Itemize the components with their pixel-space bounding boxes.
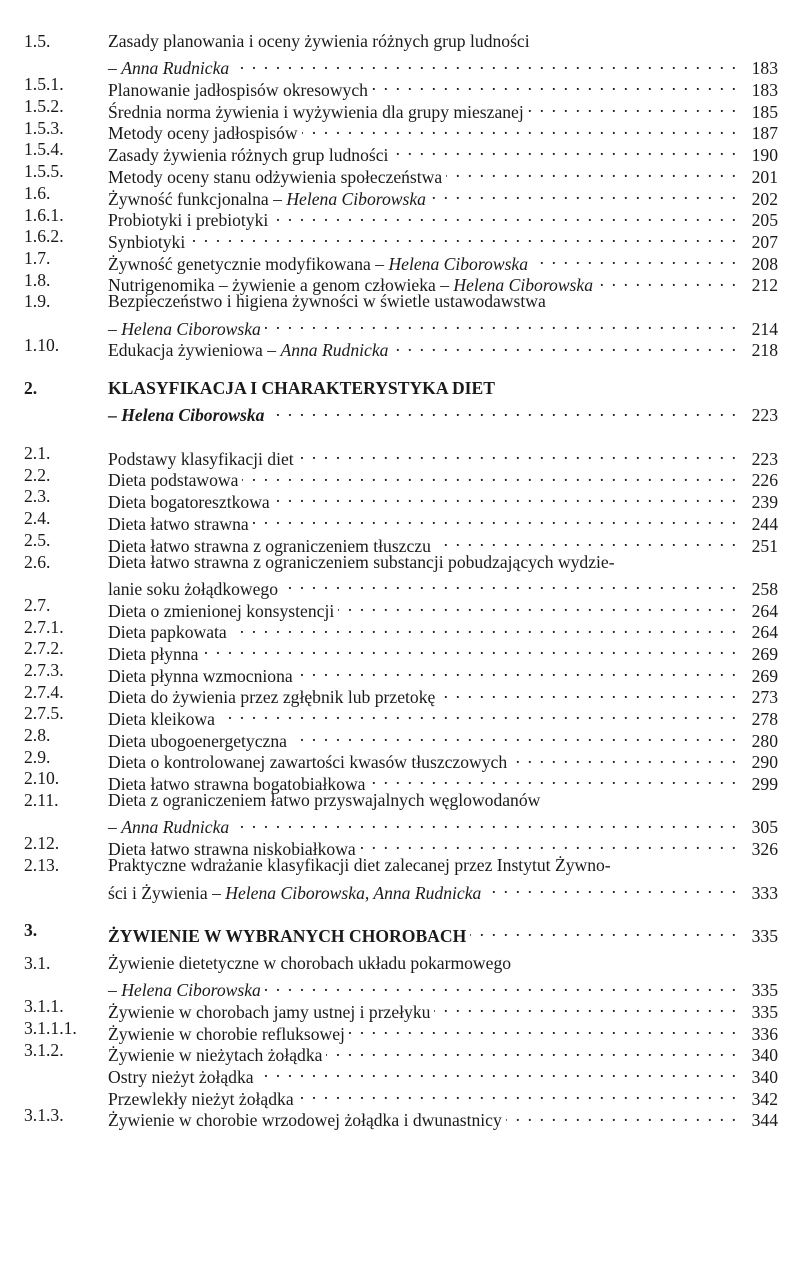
page-number: 299 — [751, 774, 778, 795]
toc-line — [0, 594, 800, 621]
entry-title-text: Dieta ubogoenergetyczna — [108, 730, 287, 751]
entry-author: Anna Rudnicka — [121, 58, 230, 79]
table-of-contents — [0, 31, 800, 1131]
page-number: 264 — [751, 600, 778, 621]
entry-title-text: Dieta papkowata — [108, 622, 227, 643]
entry-title-text: Probiotyki i prebiotyki — [108, 210, 269, 231]
section-number: 1.5.5. — [24, 161, 64, 182]
page-number: 344 — [751, 1110, 778, 1131]
toc-line — [0, 659, 800, 686]
section-number: 2.3. — [24, 486, 51, 507]
page-number: 207 — [751, 231, 778, 252]
entry-author: Helena Ciborowska — [121, 405, 265, 426]
toc-entry — [0, 551, 800, 599]
toc-line — [0, 74, 800, 101]
section-number: 2.5. — [24, 529, 51, 550]
page-number: 335 — [751, 1001, 778, 1022]
toc-entry — [0, 226, 800, 252]
toc-entry — [0, 681, 800, 708]
toc-line — [0, 953, 800, 975]
dot-leader — [233, 812, 746, 834]
dot-leader — [298, 443, 746, 465]
section-number: 1.5.4. — [24, 139, 64, 160]
entry-title-text: Dieta łatwo strawna niskobiałkowa — [108, 839, 356, 860]
section-number: 1.5.1. — [24, 74, 64, 95]
section-number: 1.6.1. — [24, 204, 64, 225]
toc-entry — [0, 1017, 800, 1044]
page-number: 290 — [751, 752, 778, 773]
entry-title — [108, 883, 481, 905]
page-number: 202 — [751, 188, 778, 209]
section-number: 3.1.1. — [24, 996, 64, 1017]
entry-title — [108, 31, 530, 53]
toc-entry — [0, 182, 800, 209]
toc-line — [0, 616, 800, 643]
toc-entry — [0, 1104, 800, 1131]
entry-title-text: Dieta o kontrolowanej zawartości kwasów tłuszczowych — [108, 752, 508, 773]
section-number: 2.13. — [24, 855, 60, 876]
entry-title-text: Planowanie jadłospisów okresowych — [108, 80, 368, 101]
entry-title-text: Zasady żywienia różnych grup ludności — [108, 145, 389, 166]
toc-entry — [0, 996, 800, 1022]
section-number: 1.7. — [24, 247, 51, 268]
dot-leader — [439, 682, 746, 704]
entry-title-text: Dieta kleikowa — [108, 709, 215, 730]
dot-leader — [470, 920, 746, 942]
entry-title — [108, 378, 495, 400]
dot-leader — [435, 530, 746, 552]
section-number: 2.7. — [24, 594, 51, 615]
section-number: 2.2. — [24, 464, 51, 485]
toc-line — [0, 833, 800, 860]
toc-line — [0, 790, 800, 812]
page-number: 239 — [751, 492, 778, 513]
entry-title-text: Dieta podstawowa — [108, 470, 239, 491]
section-number: 1.5. — [24, 31, 51, 51]
toc-line — [0, 291, 800, 313]
page-number: 214 — [751, 318, 778, 339]
entry-author: Helena Ciborowska — [388, 253, 529, 274]
dot-leader — [265, 313, 746, 335]
page-number: 244 — [751, 513, 778, 534]
toc-entry — [0, 139, 800, 166]
entry-author: Helena Ciborowska — [453, 275, 594, 296]
section-number: 2.7.2. — [24, 638, 64, 659]
entry-author: Helena Ciborowska, Anna Rudnicka — [225, 882, 482, 903]
toc-line — [0, 378, 800, 400]
entry-title-text: Żywienie dietetyczne w chorobach układu pokarmowego — [108, 952, 512, 973]
entry-title-text: – — [108, 58, 122, 79]
entry-title-text: lanie soku żołądkowego — [108, 578, 279, 599]
page-number: 326 — [751, 839, 778, 860]
entry-title-text: Żywność genetycznie modyfikowana – — [108, 253, 389, 274]
entry-title-text: Przewlekły nieżyt żołądka — [108, 1088, 294, 1109]
toc-entry — [0, 703, 800, 730]
entry-author: Anna Rudnicka — [280, 340, 389, 361]
toc-entry — [0, 269, 800, 296]
dot-leader — [485, 877, 746, 899]
entry-title-text: – — [108, 318, 122, 339]
toc-line — [0, 96, 800, 122]
dot-leader — [302, 118, 746, 140]
entry-title-text: ści i Żywienia – — [108, 882, 226, 903]
dot-leader — [326, 1040, 746, 1062]
toc-line — [0, 768, 800, 795]
page-number: 335 — [751, 980, 778, 1001]
entry-body — [108, 1105, 778, 1132]
entry-title-text: Dieta płynna — [108, 643, 199, 664]
dot-leader — [231, 617, 746, 639]
entry-body — [108, 31, 778, 53]
page-number: 218 — [751, 340, 778, 361]
toc-entry — [0, 31, 800, 79]
toc-chapter-entry — [0, 920, 800, 946]
toc-entry — [0, 117, 800, 144]
toc-line — [0, 746, 800, 773]
entry-title-text: Edukacja żywieniowa – — [108, 340, 281, 361]
entry-title — [108, 405, 264, 427]
entry-author: Anna Rudnicka — [121, 817, 230, 838]
dot-leader — [392, 335, 746, 357]
dot-leader — [291, 725, 746, 747]
entry-title-text: Podstawy klasyfikacji diet — [108, 448, 294, 469]
section-number: 2.9. — [24, 746, 51, 767]
entry-title-text: Synbiotyki — [108, 231, 186, 252]
section-number: 1.5.2. — [24, 96, 64, 117]
section-number: 3.1. — [24, 952, 51, 973]
entry-body — [108, 920, 778, 947]
section-number: 2.7.4. — [24, 681, 64, 702]
dot-leader — [189, 226, 746, 248]
dot-leader — [532, 248, 746, 270]
toc-line — [0, 334, 800, 361]
toc-line — [0, 161, 800, 187]
dot-leader — [511, 747, 746, 769]
toc-entry — [0, 161, 800, 187]
entry-title-text: Dieta do żywienia przez zgłębnik lub przetokę — [108, 687, 436, 708]
entry-title — [108, 340, 388, 362]
entry-title-text: Praktyczne wdrażanie klasyfikacji diet zalecanej przez Instytut Żywno- — [108, 855, 611, 876]
dot-leader — [392, 139, 746, 161]
entry-title-text: Średnia norma żywienia i wyżywienia dla grupy mieszanej — [108, 101, 524, 122]
entry-author: Helena Ciborowska — [121, 980, 261, 1001]
page-number: 258 — [751, 578, 778, 599]
entry-title-text: – — [108, 980, 122, 1001]
page-number: 269 — [751, 665, 778, 686]
dot-leader — [360, 833, 746, 855]
section-number: 2.7.5. — [24, 703, 64, 724]
toc-entry — [0, 659, 800, 686]
toc-line — [0, 552, 800, 574]
toc-line — [0, 1039, 800, 1066]
toc-entry — [0, 291, 800, 339]
entry-title-text: Dieta z ograniczeniem łatwo przyswajalnych węglowodanów — [108, 790, 541, 811]
entry-body — [108, 378, 778, 400]
dot-leader — [253, 508, 746, 530]
toc-line — [0, 1083, 800, 1109]
section-number: 3. — [24, 920, 38, 941]
toc-line — [0, 855, 800, 877]
section-number: 1.8. — [24, 269, 51, 290]
toc-entry — [0, 204, 800, 231]
toc-line — [0, 508, 800, 534]
toc-entry — [0, 638, 800, 664]
toc-line — [0, 226, 800, 252]
toc-line — [0, 486, 800, 513]
section-number: 2. — [24, 378, 38, 398]
page-number: 187 — [751, 123, 778, 144]
entry-title-text: Metody oceny jadłospisów — [108, 123, 298, 144]
dot-leader — [528, 96, 746, 118]
dot-leader — [597, 270, 746, 292]
entry-title-text: Ostry nieżyt żołądka — [108, 1067, 254, 1088]
entry-body — [108, 291, 778, 313]
dot-leader — [274, 486, 746, 508]
dot-leader — [434, 996, 746, 1018]
entry-body — [108, 552, 778, 574]
entry-title-text: Dieta łatwo strawna z ograniczeniem tłuszczu — [108, 535, 431, 556]
section-number: 2.10. — [24, 768, 60, 789]
dot-leader — [298, 1083, 746, 1105]
page-number: 190 — [751, 145, 778, 166]
dot-leader — [338, 595, 746, 617]
toc-line — [0, 703, 800, 730]
toc-entry — [0, 529, 800, 556]
toc-line — [0, 400, 800, 426]
toc-entry — [0, 952, 800, 1001]
toc-entry — [0, 1039, 800, 1066]
page-number: 226 — [751, 470, 778, 491]
toc-line — [0, 204, 800, 231]
toc-line — [0, 117, 800, 144]
page-number: 264 — [751, 622, 778, 643]
entry-title — [108, 291, 546, 313]
section-number: 2.4. — [24, 508, 51, 529]
toc-entry — [0, 746, 800, 773]
entry-title-text: – — [108, 817, 122, 838]
page-number: 201 — [751, 166, 778, 187]
page-number: 273 — [751, 687, 778, 708]
entry-title-text: Dieta łatwo strawna bogatobiałkowa — [108, 774, 366, 795]
toc-chapter-entry — [0, 378, 800, 426]
dot-leader — [349, 1018, 746, 1040]
entry-title — [108, 953, 511, 975]
page-number: 269 — [751, 643, 778, 664]
toc-entry — [0, 768, 800, 795]
entry-body — [108, 790, 778, 812]
entry-title-text: Dieta o zmienionej konsystencji — [108, 600, 335, 621]
page-number: 340 — [751, 1045, 778, 1066]
entry-title-text: Dieta bogatoresztkowa — [108, 492, 270, 513]
dot-leader — [233, 53, 746, 75]
toc-entry — [0, 96, 800, 122]
entry-title-text: Żywienie w nieżytach żołądka — [108, 1045, 323, 1066]
entry-body — [108, 335, 778, 362]
toc-line — [0, 464, 800, 491]
entry-title-text: Dieta łatwo strawna — [108, 513, 249, 534]
section-number: 1.6.2. — [24, 226, 64, 247]
section-number: 1.9. — [24, 291, 51, 312]
dot-leader — [372, 74, 746, 96]
page-number: 340 — [751, 1067, 778, 1088]
toc-line — [0, 975, 800, 1001]
dot-leader — [242, 465, 746, 487]
toc-entry — [0, 464, 800, 491]
entry-title-text: Dieta łatwo strawna z ograniczeniem substancji pobudzających wydzie- — [108, 551, 615, 572]
toc-line — [0, 31, 800, 53]
entry-title-text: Nutrigenomika – żywienie a genom człowieka – — [108, 275, 454, 296]
toc-line — [0, 529, 800, 556]
toc-entry — [0, 1083, 800, 1109]
toc-entry — [0, 247, 800, 274]
entry-author: Helena Ciborowska — [121, 318, 261, 339]
toc-line — [0, 681, 800, 708]
toc-line — [0, 313, 800, 339]
entry-body — [108, 953, 778, 975]
dot-leader — [258, 1061, 746, 1083]
toc-line — [0, 1061, 800, 1088]
toc-entry — [0, 790, 800, 838]
toc-line — [0, 1104, 800, 1131]
section-number: 2.8. — [24, 725, 51, 745]
toc-line — [0, 996, 800, 1022]
page-number: 251 — [751, 535, 778, 556]
page-number: 342 — [751, 1088, 778, 1109]
page-number: 208 — [751, 253, 778, 274]
toc-entry — [0, 334, 800, 361]
entry-title-text: KLASYFIKACJA I CHARAKTERYSTYKA DIET — [108, 378, 496, 398]
page-number: 223 — [751, 405, 778, 426]
section-number: 2.6. — [24, 551, 51, 572]
entry-title-text: Dieta płynna wzmocniona — [108, 665, 293, 686]
dot-leader — [219, 703, 746, 725]
toc-line — [0, 139, 800, 166]
toc-line — [0, 247, 800, 274]
entry-title-text: Żywność funkcjonalna – — [108, 188, 287, 209]
section-number: 3.1.3. — [24, 1104, 64, 1125]
dot-leader — [446, 161, 746, 183]
toc-line — [0, 269, 800, 296]
page-number: 183 — [751, 58, 778, 79]
entry-title-text: Metody oceny stanu odżywienia społeczeństwa — [108, 166, 443, 187]
section-number: 2.7.1. — [24, 616, 64, 637]
toc-line — [0, 638, 800, 664]
page-number: 185 — [751, 101, 778, 122]
toc-line — [0, 182, 800, 209]
entry-body — [108, 400, 778, 427]
toc-line — [0, 53, 800, 79]
section-number: 2.11. — [24, 790, 59, 811]
dot-leader — [282, 573, 746, 595]
toc-entry — [0, 74, 800, 101]
page-number: 305 — [751, 817, 778, 838]
entry-title-text: ŻYWIENIE W WYBRANYCH CHOROBACH — [108, 925, 467, 946]
dot-leader — [268, 400, 746, 422]
page-number: 336 — [751, 1023, 778, 1044]
entry-author: Helena Ciborowska — [286, 188, 426, 209]
toc-entry — [0, 486, 800, 513]
section-number: 3.1.2. — [24, 1039, 64, 1060]
section-number: 1.6. — [24, 182, 51, 203]
entry-title-text: Zasady planowania i oceny żywienia różnych grup ludności — [108, 31, 530, 51]
toc-entry — [0, 616, 800, 643]
entry-title — [108, 855, 611, 877]
entry-title-text: – — [108, 405, 122, 426]
toc-line — [0, 920, 800, 946]
dot-leader — [369, 768, 746, 790]
page-number: 183 — [751, 80, 778, 101]
toc-line — [0, 812, 800, 838]
section-number: 1.5.3. — [24, 117, 64, 138]
page-number: 280 — [751, 730, 778, 751]
entry-title — [108, 926, 466, 948]
dot-leader — [506, 1105, 746, 1127]
entry-title — [108, 552, 615, 574]
page-number: 278 — [751, 709, 778, 730]
page-number: 212 — [751, 275, 778, 296]
page-number: 335 — [751, 925, 778, 946]
toc-entry — [0, 508, 800, 534]
dot-leader — [430, 183, 746, 205]
toc-entry — [0, 855, 800, 903]
toc-line — [0, 443, 800, 469]
entry-body — [108, 877, 778, 904]
dot-leader — [265, 975, 746, 997]
page-number: 333 — [751, 882, 778, 903]
toc-entry — [0, 594, 800, 621]
entry-title-text: Żywienie w chorobie wrzodowej żołądka i dwunastnicy — [108, 1110, 502, 1131]
toc-line — [0, 1017, 800, 1044]
toc-entry — [0, 725, 800, 751]
entry-title-text: Żywienie w chorobie refluksowej — [108, 1023, 345, 1044]
toc-entry — [0, 443, 800, 469]
entry-title — [108, 1110, 502, 1132]
section-number: 2.7.3. — [24, 659, 64, 680]
toc-entry — [0, 833, 800, 860]
toc-entry — [0, 1061, 800, 1088]
dot-leader — [202, 638, 746, 660]
entry-title-text: Żywienie w chorobach jamy ustnej i przełyku — [108, 1001, 431, 1022]
toc-line — [0, 877, 800, 903]
dot-leader — [297, 660, 746, 682]
toc-line — [0, 725, 800, 751]
section-number: 2.1. — [24, 443, 51, 464]
entry-title-text: Bezpieczeństwo i higiena żywności w świetle ustawodawstwa — [108, 291, 546, 312]
section-number: 2.12. — [24, 833, 60, 854]
dot-leader — [272, 205, 746, 227]
section-number: 3.1.1.1. — [24, 1017, 77, 1038]
entry-body — [108, 855, 778, 877]
toc-line — [0, 573, 800, 599]
page-number: 223 — [751, 448, 778, 469]
entry-title — [108, 790, 540, 812]
page-number: 205 — [751, 210, 778, 231]
section-number: 1.10. — [24, 334, 60, 355]
